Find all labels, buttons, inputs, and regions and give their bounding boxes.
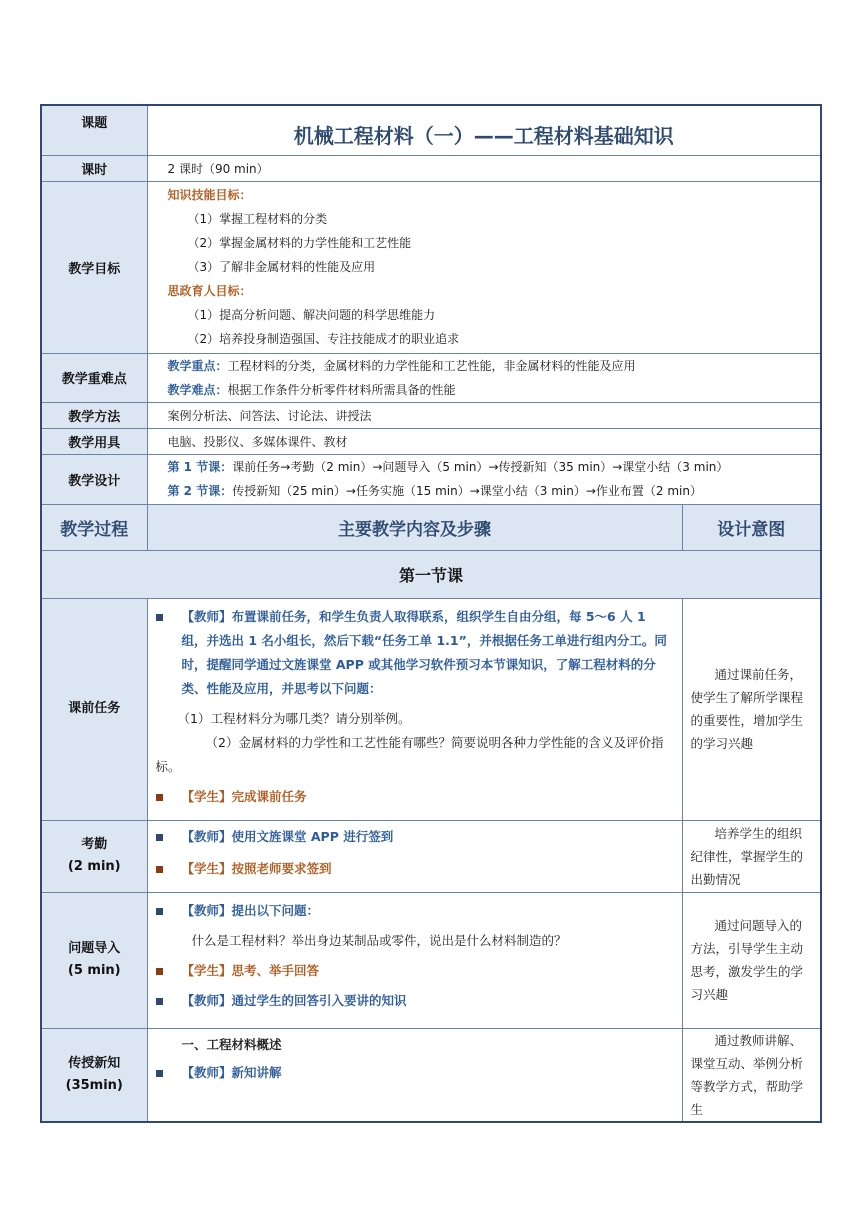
bullet-square-icon (156, 794, 163, 801)
newknow-heading: 一、工程材料概述 (181, 1036, 282, 1052)
process-col-stage: 教学过程 (41, 504, 147, 550)
key-label: 教学重难点 (41, 353, 147, 402)
intro-teacher: 【教师】提出以下问题： (152, 899, 674, 923)
newknow-teacher: 【教师】新知讲解 (152, 1061, 674, 1085)
process-col-content: 主要教学内容及步骤 (147, 504, 682, 550)
design2-text: 传授新知（25 min）→任务实施（15 min）→课堂小结（3 min）→作业布置（2 min） (232, 484, 702, 498)
page-title: 机械工程材料（一）——工程材料基础知识 (147, 105, 821, 155)
tools-value: 电脑、投影仪、多媒体课件、教材 (147, 428, 821, 454)
process-col-intent: 设计意图 (682, 504, 821, 550)
pretask-q2: （2）金属材料的力学性和工艺性能有哪些？简要说明各种力学性能的含义及评价指标。 (155, 734, 664, 774)
pretask-teacher: 【教师】布置课前任务，和学生负责人取得联系，组织学生自由分组，每 5～6 人 1 组，并选出 1 名小组长，然后下载“任务工单 1.1”，并根据任务工单进行组内分工。同时，提醒同学通过文旌课堂 APP 或其他学习软件预习本节课知识，了解工程材料的分类、性能及应用，并思考以下问题： (152, 605, 674, 701)
intro-intent: 通过问题导入的方法，引导学生主动思考，激发学生的学习兴趣 (690, 918, 804, 1002)
intro-teacher2: 【教师】通过学生的回答引入要讲的知识 (152, 989, 674, 1013)
bullet-square-icon (156, 834, 163, 841)
intro-content (147, 892, 682, 1028)
newknow-label: 传授新知 (68, 1055, 121, 1071)
ideology-item: （2）培养投身制造强国、专注技能成才的职业追求 (187, 332, 460, 346)
intro-intent-cell (682, 892, 821, 1028)
method-label: 教学方法 (41, 402, 147, 428)
intro-question: 什么是工程材料？举出身边某制品或零件，说出是什么材料制造的？ (191, 932, 567, 948)
pretask-intent-cell (682, 598, 821, 820)
ideology-item: （1）提高分析问题、解决问题的科学思维能力 (187, 308, 436, 322)
attendance-student: 【学生】按照老师要求签到 (152, 857, 674, 881)
method-value: 案例分析法、问答法、讨论法、讲授法 (147, 402, 821, 428)
intro-label: 问题导入 (68, 941, 121, 956)
pretask-content (147, 598, 682, 820)
topic-label: 课题 (41, 105, 147, 155)
hours-label: 课时 (41, 155, 147, 181)
design-content (147, 454, 821, 504)
goals-label: 教学目标 (41, 181, 147, 353)
knowledge-item: （1）掌握工程材料的分类 (187, 212, 328, 226)
hard-title: 教学难点： (167, 382, 228, 397)
intro-student: 【学生】思考、举手回答 (152, 959, 674, 983)
design-label: 教学设计 (41, 454, 147, 504)
attendance-content (147, 820, 682, 892)
intro-time: (5 min) (67, 963, 121, 978)
newknow-content (147, 1028, 682, 1122)
newknow-intent: 通过教师讲解、课堂互动、举例分析等教学方式，帮助学生 (690, 1032, 804, 1117)
design1-text: 课前任务→考勤（2 min）→问题导入（5 min）→传授新知（35 min）→课堂小结（3 min） (232, 460, 729, 474)
pretask-intent: 通过课前任务，使学生了解所学课程的重要性，增加学生的学习兴趣 (690, 667, 804, 751)
bullet-square-icon (156, 614, 163, 621)
attendance-teacher: 【教师】使用文旌课堂 APP 进行签到 (152, 825, 674, 849)
key-text: 工程材料的分类，金属材料的力学性能和工艺性能，非金属材料的性能及应用 (227, 358, 636, 373)
attendance-time: (2 min) (67, 859, 121, 874)
attendance-intent: 培养学生的组织纪律性，掌握学生的出勤情况 (690, 825, 804, 887)
bullet-square-icon (156, 998, 163, 1005)
knowledge-item: （2）掌握金属材料的力学性能和工艺性能 (187, 236, 412, 250)
section-title: 第一节课 (41, 550, 821, 598)
attendance-label: 考勤 (81, 837, 108, 852)
attendance-intent-cell (682, 820, 821, 892)
newknow-label-cell (41, 1028, 147, 1122)
ideology-title: 思政育人目标： (167, 284, 252, 298)
knowledge-item: （3）了解非金属材料的性能及应用 (187, 260, 376, 274)
lesson-plan (40, 104, 820, 1123)
bullet-square-icon (156, 1070, 163, 1077)
bullet-square-icon (156, 968, 163, 975)
pretask-q1: （1）工程材料分为哪几类？请分别举例。 (177, 710, 411, 726)
newknow-time: (35min) (65, 1077, 123, 1093)
pretask-label: 课前任务 (41, 598, 147, 820)
bullet-square-icon (156, 866, 163, 873)
bullet-square-icon (156, 908, 163, 915)
attendance-label-cell (41, 820, 147, 892)
key-content (147, 353, 821, 402)
hard-text: 根据工作条件分析零件材料所需具备的性能 (227, 382, 456, 397)
key-title: 教学重点： (167, 358, 228, 373)
knowledge-title: 知识技能目标： (167, 188, 252, 202)
pretask-student: 【学生】完成课前任务 (152, 785, 674, 809)
newknow-intent-cell (682, 1028, 821, 1122)
design1-title: 第 1 节课： (167, 460, 233, 474)
lesson-plan-table (40, 104, 822, 1123)
design2-title: 第 2 节课： (167, 484, 233, 498)
goals-content (147, 181, 821, 353)
hours-value: 2 课时（90 min） (147, 155, 821, 181)
tools-label: 教学用具 (41, 428, 147, 454)
intro-label-cell (41, 892, 147, 1028)
